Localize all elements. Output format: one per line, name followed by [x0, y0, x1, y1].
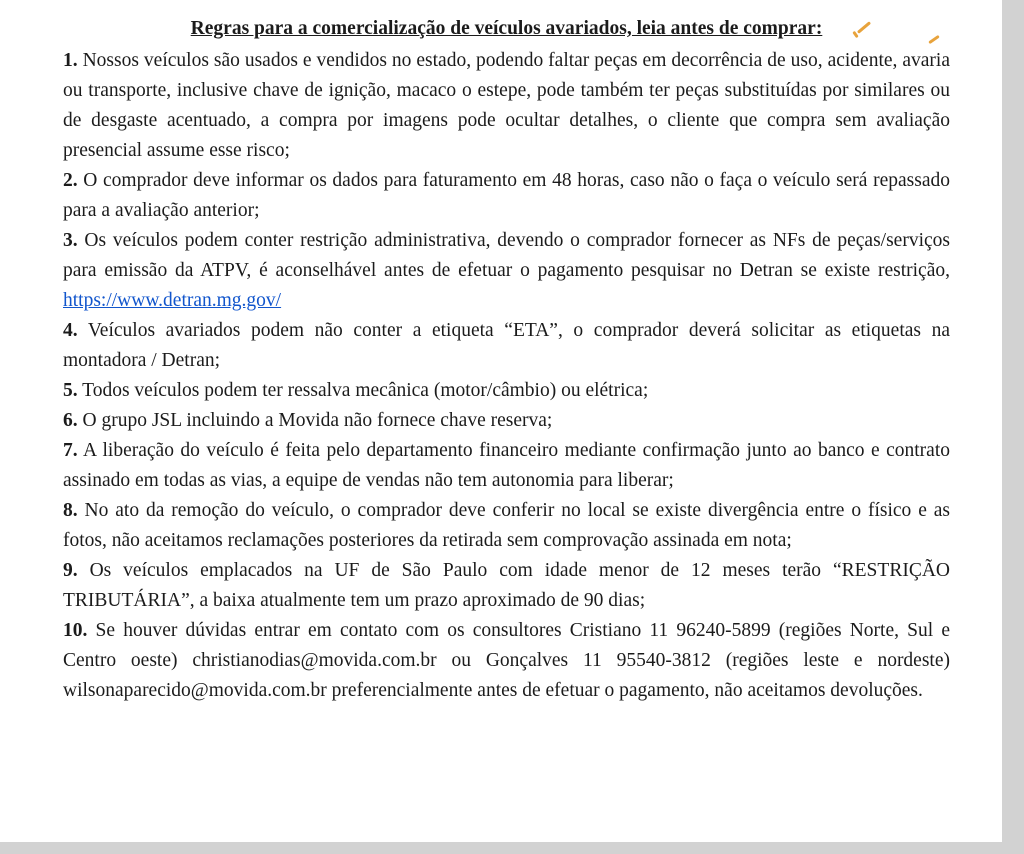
- rule-item-3: [63, 226, 950, 316]
- rule-number: 4.: [63, 320, 78, 341]
- rule-text: Nossos veículos são usados e vendidos no estado, podendo faltar peças em decorrência de uso, acidente, avaria ou transporte, inclusive chave de ignição, macaco o estepe, pode também ter peças substituídas por similares ou de desgaste acentuado, a compra por imagens pode ocultar detalhes, o cliente que compra sem avaliação presencial assume esse risco;: [63, 50, 950, 161]
- rule-text: Se houver dúvidas entrar em contato com os consultores Cristiano 11 96240-5899 (regiões Norte, Sul e Centro oeste) christianodias@movida.com.br ou Gonçalves 11 95540-3812 (regiões leste e nordeste) wilsonaparecido@movida.com.br preferencialmente antes de efetuar o pagamento, não aceitamos devoluções.: [63, 620, 950, 701]
- rule-number: 3.: [63, 230, 78, 251]
- rule-number: 1.: [63, 50, 78, 71]
- rule-text: A liberação do veículo é feita pelo departamento financeiro mediante confirmação junto ao banco e contrato assinado em todas as vias, a equipe de vendas não tem autonomia para liberar;: [63, 440, 950, 491]
- rule-text: No ato da remoção do veículo, o comprador deve conferir no local se existe divergência entre o físico e as fotos, não aceitamos reclamações posteriores da retirada sem comprovação assinada em nota;: [63, 500, 950, 551]
- rule-item-8: [63, 496, 950, 556]
- rule-text: O grupo JSL incluindo a Movida não fornece chave reserva;: [77, 410, 553, 431]
- rule-number: 10.: [63, 620, 88, 641]
- rule-number: 6.: [63, 410, 78, 431]
- rule-item-10: [63, 616, 950, 706]
- document-title: Regras para a comercialização de veículos avariados, leia antes de comprar:: [190, 18, 823, 39]
- rule-text: Os veículos podem conter restrição administrativa, devendo o comprador fornecer as NFs de peças/serviços para emissão da ATPV, é aconselhável antes de efetuar o pagamento pesquisar no Detran se existe restrição,: [63, 230, 950, 281]
- rule-item-2: [63, 166, 950, 226]
- rule-item-4: [63, 316, 950, 376]
- rule-number: 2.: [63, 170, 78, 191]
- rule-text: Veículos avariados podem não conter a etiqueta “ETA”, o comprador deverá solicitar as etiquetas na montadora / Detran;: [63, 320, 950, 371]
- rule-text: Os veículos emplacados na UF de São Paulo com idade menor de 12 meses terão “RESTRIÇÃO TRIBUTÁRIA”, a baixa atualmente tem um prazo aproximado de 90 dias;: [63, 560, 950, 611]
- detran-link[interactable]: https://www.detran.mg.gov/: [63, 290, 282, 311]
- rule-item-7: [63, 436, 950, 496]
- rule-item-6: [63, 406, 950, 436]
- rule-item-5: [63, 376, 950, 406]
- rule-number: 8.: [63, 500, 78, 521]
- rule-item-9: [63, 556, 950, 616]
- rule-text: O comprador deve informar os dados para faturamento em 48 horas, caso não o faça o veículo será repassado para a avaliação anterior;: [63, 170, 950, 221]
- rule-text: Todos veículos podem ter ressalva mecânica (motor/câmbio) ou elétrica;: [77, 380, 649, 401]
- rule-number: 9.: [63, 560, 78, 581]
- rule-number: 7.: [63, 440, 78, 461]
- rule-number: 5.: [63, 380, 78, 401]
- rule-item-1: [63, 46, 950, 166]
